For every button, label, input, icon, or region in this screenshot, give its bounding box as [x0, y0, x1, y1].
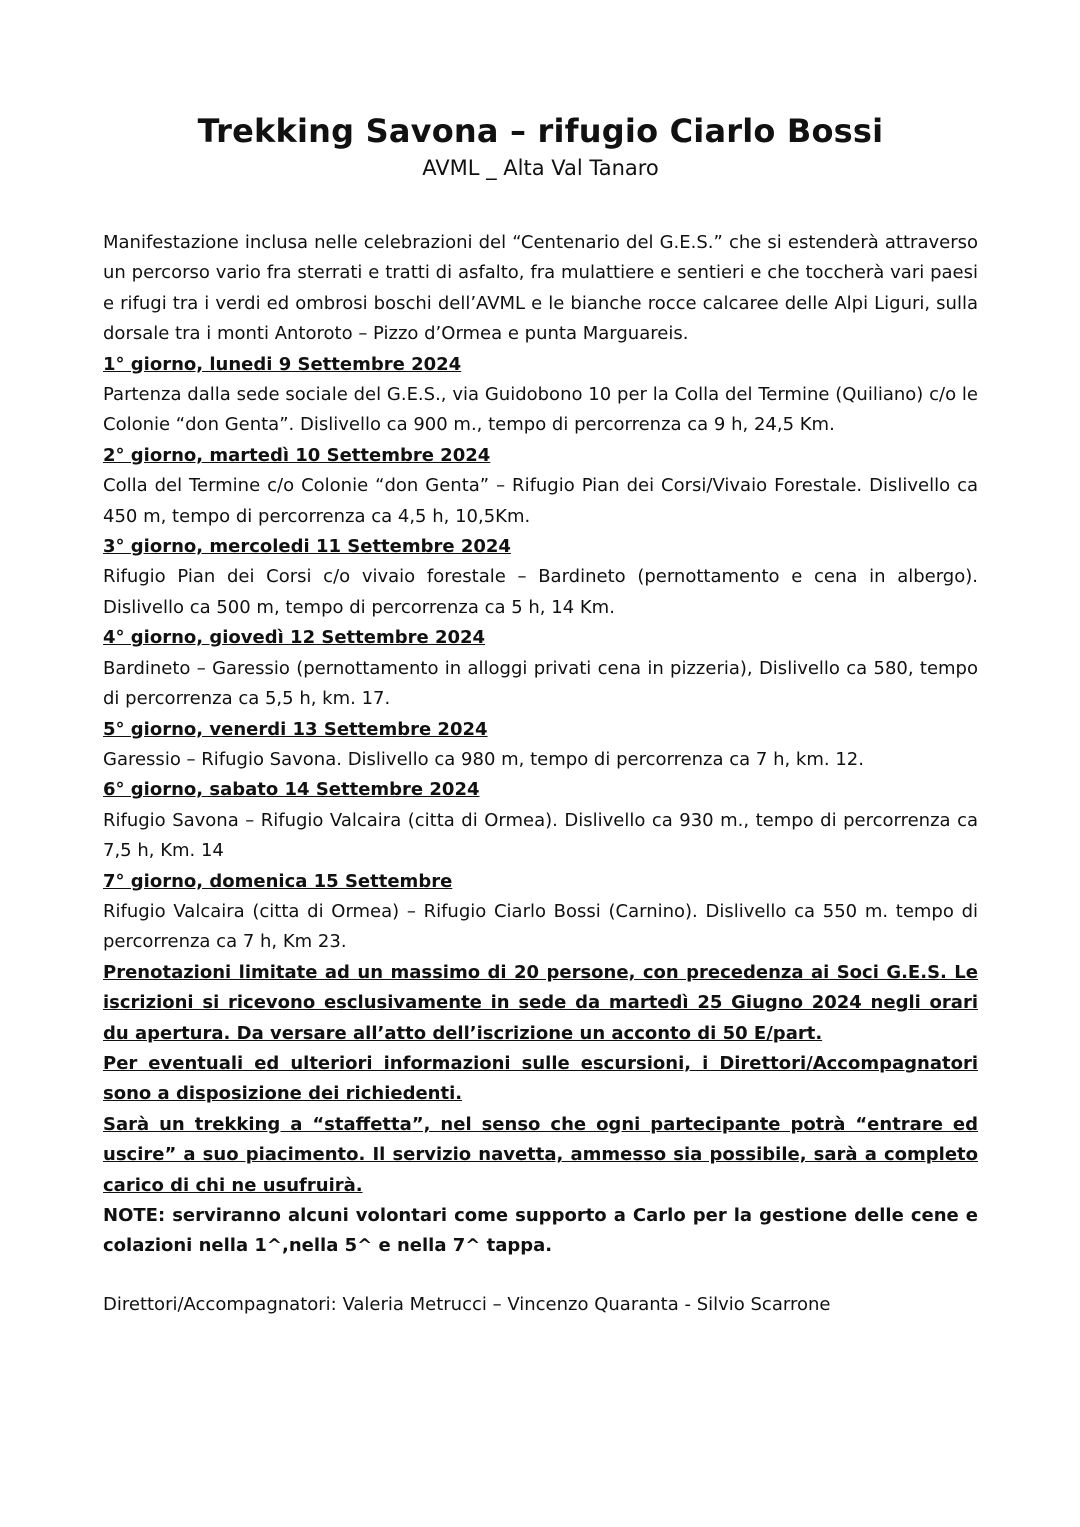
day-4-section: [103, 623, 978, 714]
day-7-text: Rifugio Valcaira (citta di Ormea) – Rifugio Ciarlo Bossi (Carnino). Dislivello ca 550 m. tempo di percorrenza ca 7 h, Km 23.: [103, 900, 978, 953]
intro-paragraph: Manifestazione inclusa nelle celebrazioni del “Centenario del G.E.S.” che si estenderà attraverso un percorso vario fra sterrati e tratti di asfalto, fra mulattiere e sentieri e che toccherà vari paesi e rifugi tra i verdi ed ombrosi boschi dell’AVML e le bianche rocce calcaree delle Alpi Liguri, sulla dorsale tra i monti Antoroto – Pizzo d’Ormea e punta Marguareis.: [103, 232, 978, 345]
volunteer-note: NOTE: serviranno alcuni volontari come supporto a Carlo per la gestione delle cene e colazioni nella 1^,nella 5^ e nella 7^ tappa.: [103, 1205, 978, 1257]
day-1-heading: 1° giorno, lunedi 9 Settembre 2024: [103, 353, 462, 375]
day-5-text: Garessio – Rifugio Savona. Dislivello ca 980 m, tempo di percorrenza ca 7 h, km. 12.: [103, 748, 864, 770]
day-5-section: [103, 715, 978, 776]
day-1-text: Partenza dalla sede sociale del G.E.S., via Guidobono 10 per la Colla del Termine (Quiliano) c/o le Colonie “don Genta”. Dislivello ca 900 m., tempo di percorrenza ca 9 h, 24,5 Km.: [103, 384, 978, 436]
day-3-section: [103, 532, 978, 623]
document-page: [103, 108, 978, 1320]
day-1-section: [103, 350, 978, 441]
document-subtitle: AVML _ Alta Val Tanaro: [422, 156, 659, 180]
day-4-heading: 4° giorno, giovedì 12 Settembre 2024: [103, 627, 486, 649]
day-6-text: Rifugio Savona – Rifugio Valcaira (citta di Ormea). Dislivello ca 930 m., tempo di percorrenza ca 7,5 h, Km. 14: [103, 809, 978, 862]
directors-footer: Direttori/Accompagnatori: Valeria Metrucci – Vincenzo Quaranta - Silvio Scarrone: [103, 1293, 831, 1315]
day-3-heading: 3° giorno, mercoledi 11 Settembre 2024: [103, 536, 511, 558]
day-7-section: [103, 867, 978, 958]
document-title: Trekking Savona – rifugio Ciarlo Bossi: [197, 112, 884, 150]
day-4-text: Bardineto – Garessio (pernottamento in alloggi privati cena in pizzeria), Dislivello ca 580, tempo di percorrenza ca 5,5 h, km. 17.: [103, 657, 978, 710]
day-5-heading: 5° giorno, venerdi 13 Settembre 2024: [103, 718, 488, 740]
day-6-heading: 6° giorno, sabato 14 Settembre 2024: [103, 779, 480, 801]
day-6-section: [103, 775, 978, 866]
booking-notice: Prenotazioni limitate ad un massimo di 20 persone, con precedenza ai Soci G.E.S. Le iscrizioni si ricevono esclusivamente in sede da martedì 25 Giugno 2024 negli orari du apertura. Da versare all’atto dell’iscrizione un acconto di 50 E/part.: [103, 961, 978, 1044]
info-notice: Per eventuali ed ulteriori informazioni sulle escursioni, i Direttori/Accompagnatori sono a disposizione dei richiedenti.: [103, 1052, 978, 1105]
relay-notice: Sarà un trekking a “staffetta”, nel senso che ogni partecipante potrà “entrare ed uscire” a suo piacimento. Il servizio navetta, ammesso sia possibile, sarà a completo carico di chi ne usufruirà.: [103, 1113, 978, 1196]
day-2-text: Colla del Termine c/o Colonie “don Genta” – Rifugio Pian dei Corsi/Vivaio Forestale. Dislivello ca 450 m, tempo di percorrenza ca 4,5 h, 10,5Km.: [103, 475, 978, 527]
day-2-section: [103, 441, 978, 532]
day-7-heading: 7° giorno, domenica 15 Settembre: [103, 870, 453, 892]
day-2-heading: 2° giorno, martedì 10 Settembre 2024: [103, 444, 491, 466]
day-3-text: Rifugio Pian dei Corsi c/o vivaio forestale – Bardineto (pernottamento e cena in albergo). Dislivello ca 500 m, tempo di percorrenza ca 5 h, 14 Km.: [103, 566, 978, 618]
